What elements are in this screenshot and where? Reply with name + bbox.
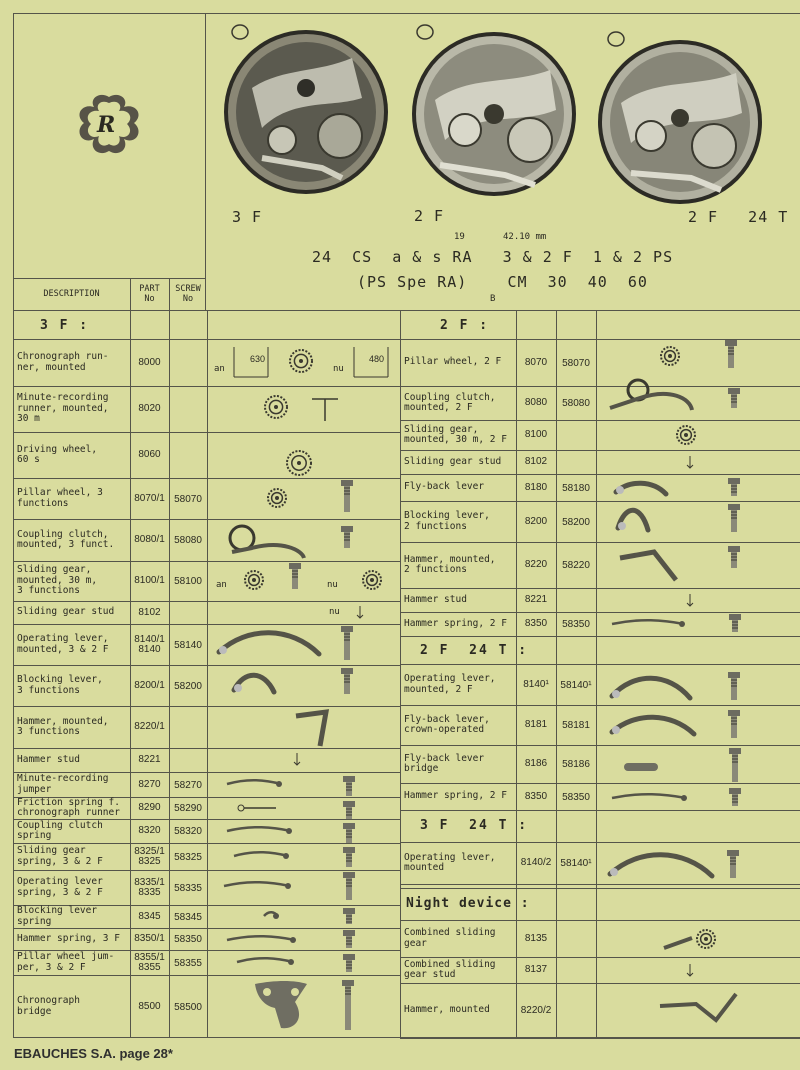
screw-icon (724, 850, 742, 880)
combined-sliding-gear-icon (662, 924, 722, 954)
bird-mark-icon (230, 23, 250, 41)
row-description: Sliding gear, mounted, 30 m, 3 functions (17, 564, 98, 597)
movement-2f-photo (410, 30, 578, 198)
screw-icon (727, 478, 741, 498)
row-divider (13, 975, 400, 976)
row-divider (400, 983, 800, 984)
row-description: Blocking lever spring (17, 905, 98, 927)
row-part-number: 8350 (524, 790, 548, 802)
stud-icon (356, 606, 364, 620)
row-screw-number: 58350 (562, 791, 590, 803)
right-section-title-2f24t: 2 F 24 T : (420, 643, 529, 658)
pillar-wheel-icon (658, 344, 682, 368)
row-part-number: 8100/1 (134, 575, 165, 586)
row-divider (400, 588, 800, 589)
divider (169, 278, 170, 1038)
row-description: Coupling clutch spring (17, 819, 103, 841)
row-part-number: 8220/1 (134, 721, 165, 732)
row-description: Coupling clutch, mounted, 2 F (404, 391, 496, 413)
label-nu: nu (333, 364, 344, 374)
bird-mark-icon (415, 23, 435, 41)
row-screw-number: 58500 (174, 1001, 202, 1013)
dimension-630: 630 (250, 354, 266, 364)
row-description: Hammer, mounted (404, 1004, 490, 1016)
divider (130, 278, 131, 1038)
row-description: Combined sliding gear (404, 927, 496, 949)
row-screw-number: 58200 (562, 516, 590, 528)
row-divider (400, 884, 800, 885)
screw-icon (727, 546, 741, 570)
left-section-title: 3 F : (40, 318, 90, 333)
dial-indicator-icon (352, 343, 390, 381)
jumper-spring-icon (225, 776, 285, 790)
row-description: Chronograph bridge (17, 995, 80, 1017)
caliber-designation: 24 CS a & s RA 3 & 2 F 1 & 2 PS (312, 248, 674, 266)
stud-icon (686, 594, 694, 608)
row-screw-number: 58350 (562, 619, 590, 630)
row-part-number: 8137 (524, 964, 548, 975)
divider (13, 278, 205, 279)
hammer-icon (614, 544, 686, 584)
right-section-title-2f: 2 F : (440, 318, 490, 333)
pin-icon (310, 395, 340, 425)
row-description: Pillar wheel, 2 F (404, 356, 502, 368)
hammer-icon (656, 986, 756, 1030)
row-part-number: 8200/1 (134, 679, 165, 691)
screw-icon (728, 748, 742, 784)
screw-icon (340, 626, 354, 662)
row-divider (13, 870, 400, 871)
row-divider (400, 957, 800, 958)
row-divider (400, 842, 800, 843)
row-screw-number: 58100 (174, 576, 202, 587)
row-divider (13, 928, 400, 929)
row-screw-number: 58270 (174, 779, 202, 791)
caliber-label-2f: 2 F (414, 207, 445, 225)
row-screw-number: 58181 (562, 720, 590, 731)
row-description: Operating lever spring, 3 & 2 F (17, 876, 103, 898)
operating-lever-icon (215, 624, 325, 660)
row-divider (13, 843, 400, 844)
minute-runner-icon (262, 393, 290, 421)
sliding-gear-icon (342, 568, 390, 592)
row-screw-number: 58350 (174, 934, 202, 945)
row-description: Hammer, mounted, 2 functions (404, 553, 496, 575)
row-part-number: 8290 (138, 802, 161, 813)
row-divider (400, 888, 800, 889)
movement-2f24t-photo (596, 38, 764, 206)
row-part-number: 8080/1 (134, 534, 165, 545)
stud-icon (686, 964, 694, 978)
screw-icon (343, 930, 355, 950)
row-divider (400, 664, 800, 665)
row-description: Operating lever, mounted, 3 & 2 F (17, 633, 109, 655)
hammer-icon (290, 706, 336, 748)
row-description: Hammer, mounted, 3 functions (17, 715, 109, 737)
pillar-wheel-jumper-icon (235, 954, 297, 974)
row-divider (400, 920, 800, 921)
page-footer: EBAUCHES S.A. page 28* (14, 1046, 173, 1061)
row-description: Minute-recording jumper (17, 773, 109, 795)
hammer-spring-icon (225, 932, 299, 948)
row-screw-number: 58325 (174, 851, 202, 863)
column-header-screw: SCREW No (175, 284, 201, 304)
row-screw-number: 58220 (562, 560, 590, 571)
row-screw-number: 58200 (174, 680, 202, 692)
row-screw-number: 58080 (562, 398, 590, 409)
stud-icon (686, 456, 694, 470)
row-description: Fly-back lever (404, 481, 485, 493)
row-part-number: 8100 (524, 429, 548, 440)
row-description: Hammer spring, 3 F (17, 932, 120, 944)
row-part-number: 8220/2 (520, 1004, 552, 1016)
row-part-number: 8500 (138, 1000, 161, 1012)
flyback-lever-icon (612, 478, 672, 500)
row-description: Blocking lever, 2 functions (404, 510, 490, 532)
row-part-number: 8102 (524, 456, 548, 467)
row-part-number: 8221 (138, 754, 161, 765)
row-divider (13, 339, 400, 340)
row-screw-number: 58140 (174, 639, 202, 651)
row-screw-number: 58070 (174, 493, 202, 505)
row-screw-number: 58180 (562, 482, 590, 494)
row-divider (13, 519, 400, 520)
row-divider (13, 748, 400, 749)
row-description: Operating lever, mounted, 2 F (404, 673, 496, 695)
caliber-label-2f24t: 2 F 24 T (688, 208, 789, 226)
divider (13, 310, 800, 311)
row-part-number: 8060 (138, 449, 161, 460)
row-description: Sliding gear stud (17, 606, 115, 618)
screw-icon (343, 776, 355, 798)
blocking-lever-icon (614, 502, 654, 536)
label-an: an (216, 580, 227, 590)
hammer-spring-icon (610, 616, 688, 630)
right-section-title-3f24t: 3 F 24 T : (420, 818, 529, 833)
right-section-title-night: Night device : (406, 896, 530, 911)
row-screw-number: 58080 (174, 535, 202, 546)
bird-mark-icon (606, 30, 626, 48)
row-part-number: 8186 (524, 758, 548, 769)
row-divider (13, 706, 400, 707)
coupling-clutch-icon (212, 522, 312, 562)
row-part-number: 8181 (524, 719, 548, 730)
row-divider (400, 542, 800, 543)
row-screw-number: 58355 (174, 957, 202, 969)
screw-icon (288, 563, 302, 593)
row-description: Hammer spring, 2 F (404, 790, 507, 802)
screw-icon (343, 847, 355, 869)
row-description: Hammer stud (404, 593, 467, 605)
row-description: Blocking lever, 3 functions (17, 674, 103, 696)
screw-icon (727, 710, 741, 740)
column-header-part: PART No (139, 284, 160, 304)
screw-icon (340, 526, 354, 550)
screw-icon (729, 788, 741, 808)
row-part-number: 8140¹ (523, 678, 549, 690)
label-an: an (214, 364, 225, 374)
divider (205, 13, 206, 310)
blocking-lever-icon (230, 668, 280, 698)
row-divider (400, 474, 800, 475)
screw-icon (722, 340, 740, 370)
row-description: Fly-back lever, crown-operated (404, 713, 490, 735)
sliding-gear-icon (652, 422, 702, 448)
row-part-number: 8221 (524, 594, 548, 605)
row-divider (13, 665, 400, 666)
row-divider (13, 386, 400, 387)
row-part-number: 8020 (138, 403, 161, 414)
movement-3f-photo (222, 28, 390, 196)
row-divider (400, 636, 800, 637)
screw-icon (729, 614, 741, 634)
row-description: Fly-back lever bridge (404, 752, 485, 774)
screw-icon (343, 954, 355, 974)
row-description: Combined sliding gear stud (404, 958, 496, 980)
row-description: Pillar wheel, 3 functions (17, 487, 103, 509)
row-screw-number: 58335 (174, 882, 202, 894)
row-screw-number: 58320 (174, 826, 202, 837)
operating-lever-icon (608, 670, 696, 704)
row-description: Sliding gear stud (404, 455, 502, 467)
label-nu: nu (329, 607, 340, 617)
row-part-number: 8335/1 8335 (134, 876, 165, 898)
row-description: Sliding gear spring, 3 & 2 F (17, 845, 103, 867)
row-divider (13, 601, 400, 602)
row-part-number: 8325/1 8325 (134, 845, 165, 867)
row-screw-number: 58140¹ (560, 858, 592, 869)
row-description: Hammer stud (17, 753, 80, 765)
row-part-number: 8220 (524, 559, 548, 570)
row-part-number: 8355/1 8355 (134, 951, 165, 973)
screw-icon (343, 823, 355, 845)
clutch-spring-icon (225, 823, 295, 839)
row-divider (400, 339, 800, 340)
row-divider (400, 810, 800, 811)
row-part-number: 8200 (524, 515, 548, 527)
row-part-number: 8350 (524, 618, 548, 629)
dimension-mm: 42.10 mm (503, 232, 547, 242)
row-divider (400, 450, 800, 451)
row-divider (400, 420, 800, 421)
sliding-gear-icon (232, 568, 272, 592)
screw-icon (343, 872, 355, 902)
chronograph-bridge-icon (245, 978, 317, 1034)
sliding-gear-spring-icon (232, 848, 292, 866)
row-part-number: 8320 (138, 825, 161, 836)
row-part-number: 8140/1 8140 (134, 633, 165, 655)
operating-lever-icon (606, 846, 718, 882)
row-divider (400, 1038, 800, 1039)
screw-icon (727, 504, 741, 534)
row-divider (13, 432, 400, 433)
friction-spring-icon (236, 801, 278, 815)
screw-icon (343, 801, 355, 821)
row-screw-number: 58345 (174, 911, 202, 923)
label-nu: nu (327, 580, 338, 590)
screw-icon (340, 480, 354, 514)
row-part-number: 8080 (524, 397, 548, 408)
row-screw-number: 58070 (562, 357, 590, 369)
dimension-sup: 19 (454, 232, 465, 242)
row-description: Sliding gear, mounted, 30 m, 2 F (404, 423, 507, 445)
screw-icon (727, 388, 741, 410)
row-description: Pillar wheel jum- per, 3 & 2 F (17, 951, 115, 973)
blocking-lever-spring-icon (262, 908, 282, 926)
row-description: Coupling clutch, mounted, 3 funct. (17, 528, 115, 550)
row-part-number: 8345 (138, 910, 161, 922)
column-header-description: DESCRIPTION (43, 289, 100, 299)
row-part-number: 8140/2 (520, 857, 552, 868)
row-divider (400, 705, 800, 706)
row-screw-number: 58290 (174, 803, 202, 814)
row-part-number: 8070 (524, 356, 548, 368)
dial-indicator-icon (232, 343, 272, 381)
row-description: Chronograph run- ner, mounted (17, 351, 109, 373)
row-part-number: 8070/1 (134, 492, 165, 504)
row-part-number: 8000 (138, 356, 161, 368)
row-description: Driving wheel, 60 s (17, 443, 98, 465)
caliber-label-3f: 3 F (232, 208, 263, 226)
coupling-clutch-icon (600, 378, 710, 414)
row-description: Hammer spring, 2 F (404, 617, 507, 629)
row-description: Friction spring f. chronograph runner (17, 796, 120, 818)
logo-letter: R (97, 112, 118, 138)
row-part-number: 8135 (524, 932, 548, 944)
row-description: Minute-recording runner, mounted, 30 m (17, 392, 109, 425)
pillar-wheel-icon (265, 486, 289, 510)
row-screw-number: 58186 (562, 759, 590, 770)
stud-icon (293, 753, 301, 767)
row-divider (400, 612, 800, 613)
row-screw-number: 58140¹ (560, 679, 592, 691)
letter-b: B (490, 294, 496, 304)
screw-icon (343, 908, 355, 926)
hammer-spring-icon (610, 790, 690, 806)
row-description: Operating lever, mounted (404, 851, 496, 873)
screw-icon (727, 672, 741, 702)
screw-icon (340, 668, 354, 696)
chronograph-runner-icon (288, 348, 314, 374)
row-divider (400, 501, 800, 502)
row-divider (13, 561, 400, 562)
row-part-number: 8270 (138, 778, 161, 790)
operating-lever-spring-icon (222, 878, 294, 898)
row-part-number: 8350/1 (134, 933, 165, 944)
dimension-480: 480 (369, 354, 385, 364)
driving-wheel-icon (284, 448, 314, 478)
flyback-lever-icon (608, 710, 700, 740)
row-divider (400, 745, 800, 746)
row-divider (13, 478, 400, 479)
row-part-number: 8180 (524, 481, 548, 493)
row-part-number: 8102 (138, 606, 161, 618)
screw-icon (340, 980, 356, 1032)
row-divider (13, 624, 400, 625)
flyback-bridge-icon (622, 760, 662, 774)
caliber-designation-2: (PS Spe RA) CM 30 40 60 (357, 273, 648, 291)
